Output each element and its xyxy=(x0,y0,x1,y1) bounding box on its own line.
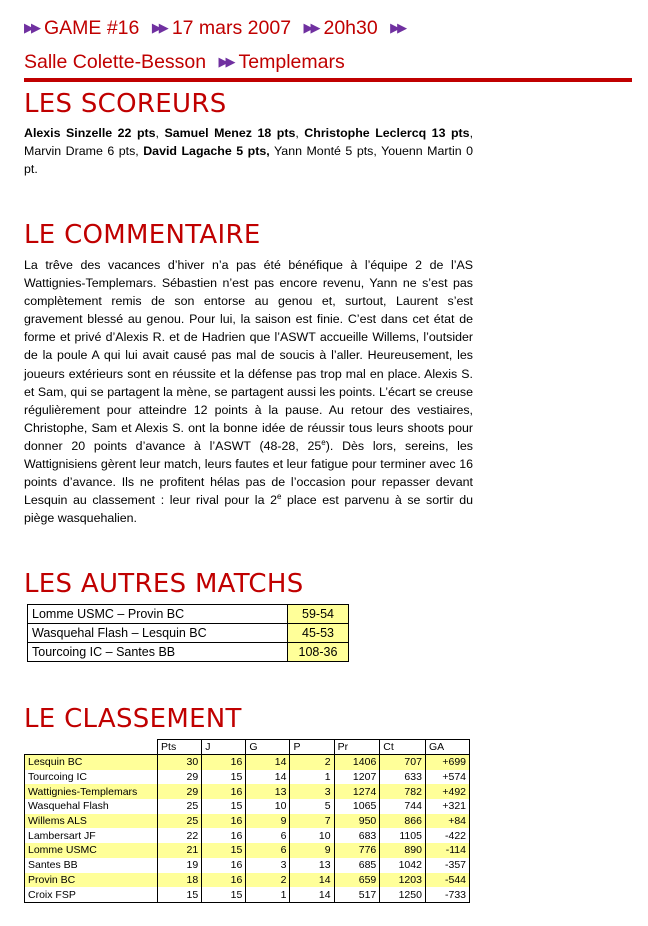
ranking-column-header: G xyxy=(246,740,290,755)
ranking-ct: 866 xyxy=(380,814,426,829)
ranking-j: 16 xyxy=(202,873,246,888)
ranking-pts: 18 xyxy=(158,873,202,888)
ranking-row xyxy=(25,814,470,829)
ranking-row xyxy=(25,873,470,888)
ranking-g: 9 xyxy=(246,814,290,829)
scorer-highlight: Christophe Leclercq 13 pts xyxy=(304,126,470,140)
commentary-text: place est parvenu à se sortir du piège wasquehalien. xyxy=(24,493,473,526)
other-matches-heading: LES AUTRES MATCHS xyxy=(24,569,304,599)
ranking-ct: 744 xyxy=(380,799,426,814)
ranking-j: 15 xyxy=(202,799,246,814)
ranking-pr: 683 xyxy=(334,828,380,843)
ranking-ct: 1105 xyxy=(380,828,426,843)
scorers-heading: LES SCOREURS xyxy=(24,89,227,119)
match-score: 59-54 xyxy=(288,605,349,624)
ranking-g: 6 xyxy=(246,828,290,843)
match-row xyxy=(28,624,349,643)
double-arrow-icon: ▶▶ xyxy=(218,54,233,69)
ranking-row xyxy=(25,799,470,814)
ranking-column-header: J xyxy=(202,740,246,755)
ranking-row xyxy=(25,828,470,843)
ranking-p: 14 xyxy=(290,887,334,902)
ranking-pr: 776 xyxy=(334,843,380,858)
ranking-pts: 30 xyxy=(158,755,202,770)
double-arrow-icon: ▶▶ xyxy=(390,20,405,35)
ranking-pr: 517 xyxy=(334,887,380,902)
scorer-text: , xyxy=(295,126,305,140)
ranking-pr: 1207 xyxy=(334,770,380,785)
scorer-highlight: Samuel Menez 18 pts xyxy=(164,126,296,140)
ranking-ga: +492 xyxy=(425,784,469,799)
match-score: 45-53 xyxy=(288,624,349,643)
ranking-pts: 22 xyxy=(158,828,202,843)
ranking-team: Wattignies-Templemars xyxy=(25,784,158,799)
ranking-g: 2 xyxy=(246,873,290,888)
ranking-ct: 707 xyxy=(380,755,426,770)
ranking-row xyxy=(25,858,470,873)
ranking-ct: 1042 xyxy=(380,858,426,873)
match-row xyxy=(28,605,349,624)
ranking-ga: -422 xyxy=(425,828,469,843)
ranking-g: 1 xyxy=(246,887,290,902)
ranking-p: 9 xyxy=(290,843,334,858)
ranking-g: 14 xyxy=(246,770,290,785)
ranking-pts: 21 xyxy=(158,843,202,858)
match-teams: Tourcoing IC – Santes BB xyxy=(28,643,288,662)
ranking-g: 14 xyxy=(246,755,290,770)
ranking-pr: 1065 xyxy=(334,799,380,814)
ranking-j: 16 xyxy=(202,784,246,799)
ranking-pts: 25 xyxy=(158,799,202,814)
scorer-text: , Marvin Drame 6 pts, xyxy=(24,126,474,159)
ranking-pts: 19 xyxy=(158,858,202,873)
ranking-pts: 29 xyxy=(158,784,202,799)
scorer-highlight: Alexis Sinzelle 22 pts xyxy=(24,126,156,140)
ranking-pr: 659 xyxy=(334,873,380,888)
ranking-team: Lambersart JF xyxy=(25,828,158,843)
double-arrow-icon: ▶▶ xyxy=(303,20,318,35)
commentary-text: ). Dès lors, sereins, les Wattignisiens gèrent leur match, leurs fautes et leur fatigue pour terminer avec 16 points d’avance. Ils ne profitent hélas pas de l’occasion pour repasser devant Lesquin au classement : leur rival pour la 2 xyxy=(24,438,473,508)
ranking-p: 10 xyxy=(290,828,334,843)
ranking-team: Croix FSP xyxy=(25,887,158,902)
ranking-heading: LE CLASSEMENT xyxy=(24,704,242,734)
ranking-ga: -114 xyxy=(425,843,469,858)
commentary-paragraph xyxy=(24,256,473,527)
game-time: 20h30 xyxy=(323,17,378,39)
match-row xyxy=(28,643,349,662)
ranking-row xyxy=(25,887,470,902)
ranking-row xyxy=(25,784,470,799)
ranking-column-header: Pts xyxy=(158,740,202,755)
commentary-heading: LE COMMENTAIRE xyxy=(24,220,261,250)
ranking-g: 10 xyxy=(246,799,290,814)
ranking-g: 6 xyxy=(246,843,290,858)
ranking-pr: 1406 xyxy=(334,755,380,770)
ranking-column-header: Pr xyxy=(334,740,380,755)
ranking-j: 15 xyxy=(202,770,246,785)
scorer-text: Yann Monté 5 pts, Youenn Martin 0 pt. xyxy=(24,144,473,177)
ranking-team: Wasquehal Flash xyxy=(25,799,158,814)
ranking-pts: 25 xyxy=(158,814,202,829)
ranking-j: 16 xyxy=(202,755,246,770)
ranking-pr: 685 xyxy=(334,858,380,873)
ordinal-suffix: e xyxy=(276,492,282,502)
ranking-team: Lesquin BC xyxy=(25,755,158,770)
ranking-ga: +574 xyxy=(425,770,469,785)
ranking-p: 2 xyxy=(290,755,334,770)
ranking-pr: 950 xyxy=(334,814,380,829)
match-teams: Lomme USMC – Provin BC xyxy=(28,605,288,624)
ranking-ga: -357 xyxy=(425,858,469,873)
ranking-column-header: GA xyxy=(425,740,469,755)
ranking-team: Willems ALS xyxy=(25,814,158,829)
ranking-g: 3 xyxy=(246,858,290,873)
double-arrow-icon: ▶▶ xyxy=(151,20,166,35)
other-matches-table xyxy=(27,604,349,662)
ranking-ct: 1203 xyxy=(380,873,426,888)
match-teams: Wasquehal Flash – Lesquin BC xyxy=(28,624,288,643)
ranking-ct: 633 xyxy=(380,770,426,785)
ranking-ct: 782 xyxy=(380,784,426,799)
header-divider xyxy=(24,78,632,82)
ranking-column-header: P xyxy=(290,740,334,755)
ranking-row xyxy=(25,843,470,858)
ranking-ct: 890 xyxy=(380,843,426,858)
ranking-team: Lomme USMC xyxy=(25,843,158,858)
ranking-row xyxy=(25,755,470,770)
ranking-p: 7 xyxy=(290,814,334,829)
ranking-ga: -733 xyxy=(425,887,469,902)
ranking-p: 14 xyxy=(290,873,334,888)
ranking-g: 13 xyxy=(246,784,290,799)
ranking-ga: +699 xyxy=(425,755,469,770)
scorer-highlight: David Lagache 5 pts, xyxy=(143,144,270,159)
ranking-ct: 1250 xyxy=(380,887,426,902)
ranking-j: 16 xyxy=(202,814,246,829)
scorers-paragraph xyxy=(24,124,473,178)
game-date: 17 mars 2007 xyxy=(171,17,292,39)
double-arrow-icon: ▶▶ xyxy=(24,20,38,35)
scorer-text: , xyxy=(155,126,165,140)
venue-header-line xyxy=(24,50,345,76)
ranking-row xyxy=(25,770,470,785)
ranking-j: 16 xyxy=(202,828,246,843)
game-number: GAME #16 xyxy=(44,17,140,39)
ranking-j: 15 xyxy=(202,843,246,858)
ranking-p: 5 xyxy=(290,799,334,814)
game-header-line xyxy=(24,16,410,42)
ranking-p: 3 xyxy=(290,784,334,799)
commentary-text: La trêve des vacances d’hiver n’a pas été bénéfique à l’équipe 2 de l’AS Wattignies-Templemars. Sébastien n’est pas encore revenu, Yann ne s’est pas complètement remis de son entorse au genou et, surtout, Laurent s’est gravement blessé au genou. Pour lui, la saison est finie. C’est dans cet état de forme et privé d’Alexis R. et de Hadrien que l’ASWT accueille Willems, l’outsider de la poule A qui lui avait causé pas mal de soucis à l’aller. Heureusement, les joueurs extérieurs sont en réussite et la défense pas trop mal en place. Alexis S. et Sam, qui se partagent la mène, se partagent aussi les points. L’écart se creuse régulièrement pour atteindre 12 points à la pause. Au retour des vestiaires, Christophe, Sam et Alexis S. ont la bonne idée de réussir tous leurs shoots pour donner 20 points d’avance à l’ASWT (48-28, 25 xyxy=(24,258,473,453)
ranking-ga: -544 xyxy=(425,873,469,888)
ranking-column-header: Ct xyxy=(380,740,426,755)
ranking-ga: +321 xyxy=(425,799,469,814)
ranking-team: Provin BC xyxy=(25,873,158,888)
ranking-pts: 29 xyxy=(158,770,202,785)
ranking-team: Santes BB xyxy=(25,858,158,873)
ranking-p: 1 xyxy=(290,770,334,785)
ranking-pts: 15 xyxy=(158,887,202,902)
ranking-pr: 1274 xyxy=(334,784,380,799)
ordinal-suffix: e xyxy=(321,437,326,447)
ranking-j: 15 xyxy=(202,887,246,902)
ranking-p: 13 xyxy=(290,858,334,873)
ranking-j: 16 xyxy=(202,858,246,873)
ranking-header-row xyxy=(25,740,470,755)
ranking-ga: +84 xyxy=(425,814,469,829)
ranking-team: Tourcoing IC xyxy=(25,770,158,785)
venue-name: Salle Colette-Besson xyxy=(24,51,207,73)
team-column-header xyxy=(25,740,158,755)
match-score: 108-36 xyxy=(288,643,349,662)
venue-city: Templemars xyxy=(238,51,345,73)
ranking-table xyxy=(24,739,470,903)
